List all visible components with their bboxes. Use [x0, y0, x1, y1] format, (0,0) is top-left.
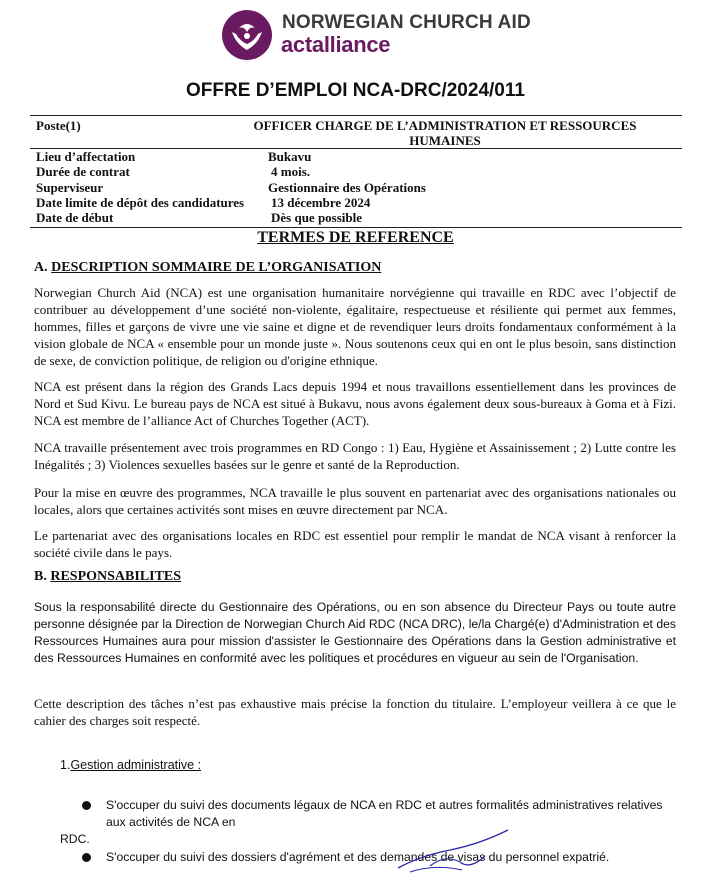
date-debut-value: Dès que possible: [271, 210, 363, 225]
poste-value: OFFICER CHARGE DE L’ADMINISTRATION ET RESSOURCES HUMAINES: [253, 118, 637, 148]
subsection-1-heading: [60, 758, 201, 772]
subsection-1-title: Gestion administrative :: [70, 758, 202, 772]
hands-dove-icon: [222, 10, 272, 60]
table-bottom-border: [30, 227, 682, 228]
section-a-paragraph: Pour la mise en œuvre des programmes, NCA travaille le plus souvent en partenariat avec des organisations nationales ou locales, alors que certaines activités sont mises en œuvre directement par NCA.: [34, 485, 676, 517]
list-item-continuation: RDC.: [60, 832, 90, 846]
section-a-prefix: A.: [34, 260, 48, 275]
lieu-label: Lieu d’affectation: [36, 149, 136, 164]
superviseur-value: Gestionnaire des Opérations: [268, 180, 426, 195]
superviseur-label: Superviseur: [36, 180, 104, 195]
section-a-paragraph: Le partenariat avec des organisations locales en RDC est essentiel pour remplir le mandat de NCA visant à renforcer la société civile dans le pays.: [34, 528, 676, 560]
section-b-title: RESPONSABILITES: [50, 569, 182, 584]
lieu-value: Bukavu: [268, 149, 312, 164]
org-name: NORWEGIAN CHURCH AID: [282, 12, 531, 33]
date-debut-label: Date de début: [36, 210, 114, 225]
list-item: S'occuper du suivi des dossiers d'agrément et des demandes de visas du personnel expatrié.: [106, 850, 610, 864]
section-b-paragraph: Sous la responsabilité directe du Gestionnaire des Opérations, ou en son absence du Directeur Pays ou toute autre personne désignée par la Direction de Norwegian Church Aid RDC (NCA DRC), le/la Chargé(e) d'Administration et des Ressources Humaines aura pour mission d'assister le Gestionnaire des Opérations dans la Gestion administrative et des Ressources Humaines en conformité avec les politiques et procédures en vigueur au sein de l'Organisation.: [34, 600, 676, 665]
section-a-paragraph: NCA travaille présentement avec trois programmes en RD Congo : 1) Eau, Hygiène et Assainissement ; 2) Lutte contre les Inégalités ; 3) Violences sexuelles basées sur le genre et santé de la Reproduction.: [34, 440, 676, 472]
poste-label: Poste(1): [36, 118, 81, 133]
section-a-heading: [34, 260, 381, 276]
section-a-paragraph: NCA est présent dans la région des Grands Lacs depuis 1994 et nous travaillons essentiellement dans les provinces de Nord et Sud Kivu. Le bureau pays de NCA est situé à Bukavu, nous avons également deux sous-bureaux à Goma et à Fizi. NCA est membre de l’alliance Act of Churches Together (ACT).: [34, 379, 676, 428]
duree-value: 4 mois.: [271, 164, 310, 179]
date-limite-value: 13 décembre 2024: [271, 195, 371, 210]
date-limite-label: Date limite de dépôt des candidatures: [36, 195, 245, 210]
table-top-border: [30, 115, 682, 116]
subsection-1-number: 1.: [60, 758, 71, 772]
section-b-paragraph: Cette description des tâches n’est pas exhaustive mais précise la fonction du titulaire. L’employeur veillera à ce que le cahier des charges soit respecté.: [34, 696, 676, 728]
list-item: S'occuper du suivi des documents légaux de NCA en RDC et autres formalités administratives relatives aux activités de NCA en: [106, 798, 663, 829]
tdr-title: TERMES DE REFERENCE: [257, 229, 454, 246]
offer-title: OFFRE D’EMPLOI NCA-DRC/2024/011: [186, 80, 525, 101]
signature-mark: [390, 826, 520, 874]
section-b-prefix: B.: [34, 569, 47, 584]
section-b-heading: [34, 569, 181, 585]
duree-label: Durée de contrat: [36, 164, 130, 179]
bullet-icon: [82, 801, 91, 810]
nca-logo: [222, 10, 272, 60]
section-a-paragraph: Norwegian Church Aid (NCA) est une organisation humanitaire norvégienne qui travaille en RDC avec l’objectif de contribuer au développement d’une société non-violente, égalitaire, respectueuse et résiliente qui permet aux femmes, hommes, filles et garçons de vivre une vie saine et digne et de revendiquer leurs droits fondamentaux conformément à la vision globale de NCA « ensemble pour un monde juste ». Nous soutenons ceux qui en ont le plus besoin, sans distinction de sexe, de conviction politique, de religion ou d'origine ethnique.: [34, 285, 676, 368]
alliance-name: actalliance: [281, 32, 391, 57]
bullet-icon: [82, 853, 91, 862]
section-a-title: DESCRIPTION SOMMAIRE DE L’ORGANISATION: [51, 260, 382, 275]
